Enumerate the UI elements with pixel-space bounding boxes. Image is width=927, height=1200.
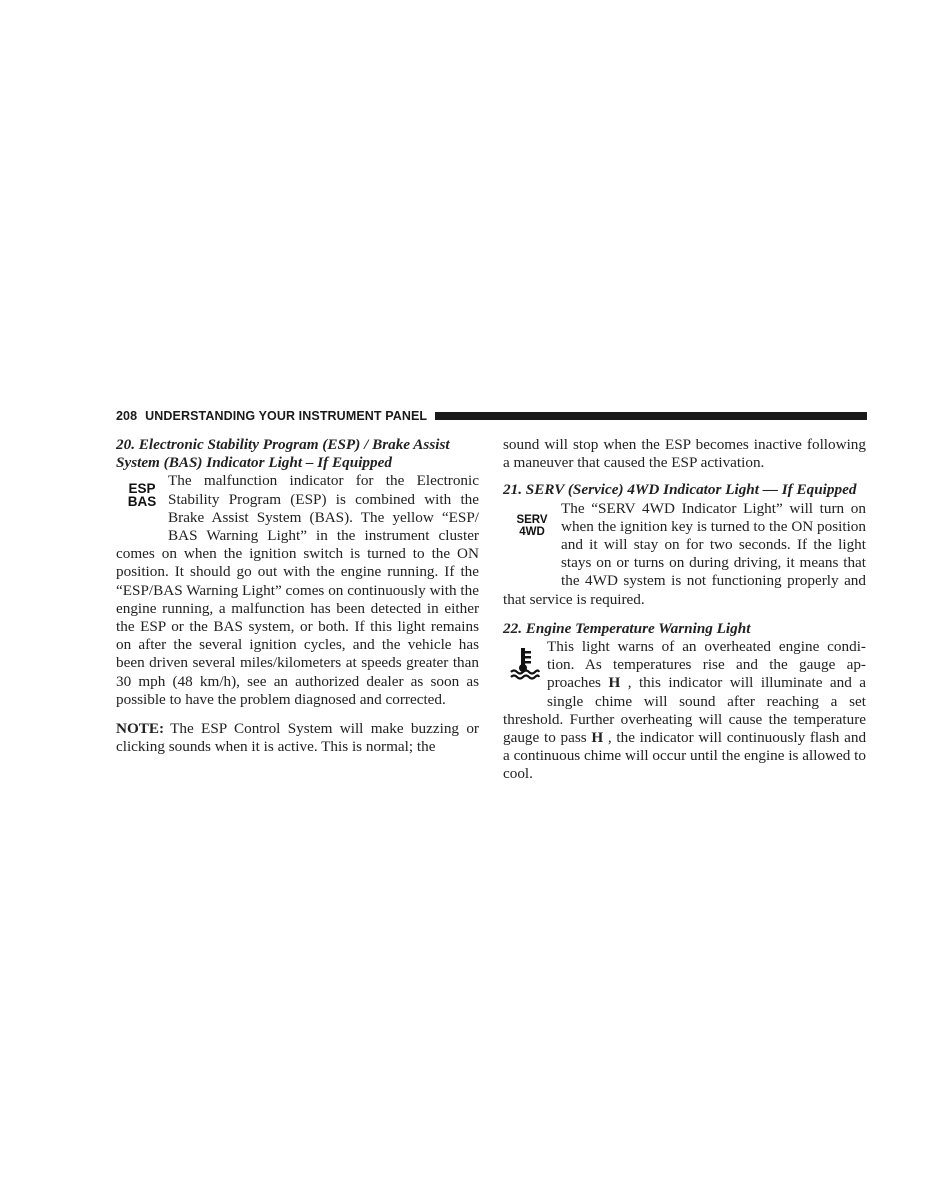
section-21-body: The “SERV 4WD Indicator Light” will turn on when the ignition key is turned to the ON position and it will stay on for two seconds. If the light stays on or turns on during driving, it means that the 4WD system is not functioning properly and that service is required. xyxy=(503,499,866,608)
esp-note xyxy=(116,720,479,756)
note-label: NOTE: xyxy=(116,720,165,738)
section-22-body-part2: , this indicator will illuminate and a single chime will sound after reaching a set threshold. Further overheating will cause the temperature gauge to pass xyxy=(503,674,866,747)
section-20-body: The malfunction indicator for the Electronic Stability Program (ESP) is combined with the Brake Assist System (BAS). The yellow “ESP/ BAS Warning Light” in the instrument cluster comes on when the ignition switch is turned to the ON position. It should go out with the engine running. If the “ESP/BAS Warning Light” comes on continuously with the engine running, a malfunction has been detected in either the ESP or the BAS system, or both. If this light remains on after the several ignition cycles, and the vehicle has been driven several miles/kilometers at speeds greater than 30 mph (48 km/h), see an authorized dealer as soon as possible to have the problem diagnosed and corrected. xyxy=(116,472,479,708)
esp-note-continuation: sound will stop when the ESP becomes inactive following a maneuver that caused the ESP activation. xyxy=(503,436,866,472)
section-22-body-part1: This light warns of an overheated engine condi- tion. As temperatures rise and the gauge ap- proaches xyxy=(547,638,866,692)
note-text: The ESP Control System will make buzzing or clicking sounds when it is active. This is normal; the xyxy=(116,720,479,756)
section-22-heading: 22. Engine Temperature Warning Light xyxy=(503,619,751,637)
section-22-body-part3: , the indicator will continuously flash and a continuous chime will occur until the engine is allowed to cool. xyxy=(503,729,867,783)
left-column xyxy=(116,436,479,756)
esp-icon-label: ESP xyxy=(128,481,156,497)
header-rule xyxy=(435,412,867,420)
esp-bas-icon xyxy=(116,472,168,544)
page-header xyxy=(116,408,867,424)
section-22-body xyxy=(503,638,866,784)
bas-icon-label: BAS xyxy=(127,494,157,510)
gauge-h-mark-2: H xyxy=(591,729,604,747)
gauge-h-mark-1: H xyxy=(608,674,621,692)
engine-temperature-icon xyxy=(503,638,547,694)
section-20-heading-line1: 20. Electronic Stability Program (ESP) / Brake Assist xyxy=(116,436,450,453)
right-column xyxy=(503,436,866,784)
thermometer-icon xyxy=(508,646,542,680)
section-20-heading xyxy=(116,436,479,472)
serv-icon-label: SERV xyxy=(516,513,548,526)
serv-4wd-icon xyxy=(503,500,561,576)
section-title: UNDERSTANDING YOUR INSTRUMENT PANEL xyxy=(145,409,428,423)
page-number: 208 xyxy=(116,409,138,423)
4wd-icon-label: 4WD xyxy=(519,525,545,538)
section-21-heading: 21. SERV (Service) 4WD Indicator Light — If Equipped xyxy=(503,481,857,499)
section-20-heading-line2: System (BAS) Indicator Light – If Equipped xyxy=(116,454,392,472)
